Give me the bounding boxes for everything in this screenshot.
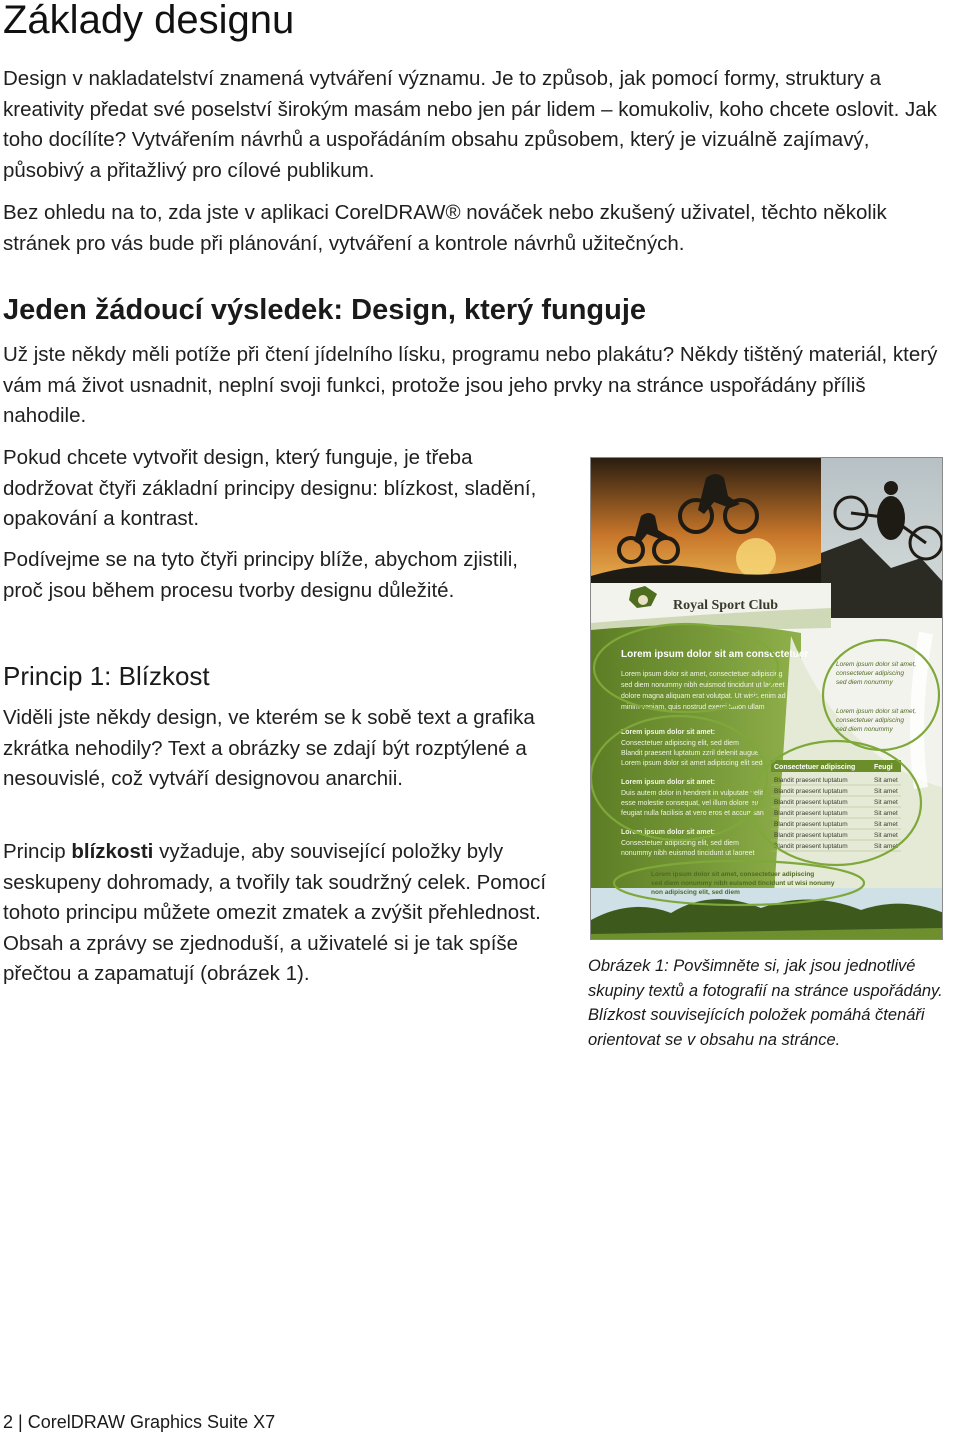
- sample-subhead-1: Lorem ipsum dolor sit amet:: [621, 729, 716, 736]
- section1-paragraph-3: Podívejme se na tyto čtyři principy blíže, abychom zjistili, proč jsou během procesu tvorby designu důležité.: [3, 548, 518, 602]
- svg-text:nonummy nibh euismod tincidunt: nonummy nibh euismod tincidunt ut laoreet: [621, 850, 755, 857]
- table-cell-left: Blandit praesent luptatum: [774, 821, 848, 828]
- svg-text:consectetuer adipiscing: consectetuer adipiscing: [836, 717, 904, 724]
- table-cell-left: Blandit praesent luptatum: [774, 799, 848, 806]
- svg-text:feugiat nulla facilisis at ver: feugiat nulla facilisis at vero eros et accumsan: [621, 810, 764, 817]
- table-cell-right: Sit amet: [874, 777, 898, 784]
- table-cell-left: Blandit praesent luptatum: [774, 777, 848, 784]
- svg-text:dolore magna aliquam erat volu: dolore magna aliquam erat volutpat. Ut wisis enim ad: [621, 693, 786, 700]
- svg-text:Blandit praesent luptatum zzri: Blandit praesent luptatum zzril delenit augue: [621, 750, 759, 757]
- sample-subhead-3: Lorem ipsum dolor sit amet:: [621, 829, 716, 836]
- table-cell-right: Sit amet: [874, 832, 898, 839]
- svg-text:Lorem ipsum dolor sit amet,: Lorem ipsum dolor sit amet,: [836, 661, 917, 668]
- svg-text:Consectetuer adipiscing elit,: Consectetuer adipiscing elit, sed diem: [621, 840, 739, 847]
- svg-text:Lorem ipsum dolor sit amet adi: Lorem ipsum dolor sit amet adipiscing elit sed: [621, 760, 763, 767]
- table-cell-right: Sit amet: [874, 810, 898, 817]
- svg-text:consectetuer adipiscing: consectetuer adipiscing: [836, 670, 904, 677]
- svg-text:sed diem nonummy: sed diem nonummy: [836, 726, 893, 733]
- sample-subhead-2: Lorem ipsum dolor sit amet:: [621, 779, 716, 786]
- intro-paragraph-1: Design v nakladatelství znamená vytváření významu. Je to způsob, jak pomocí formy, struktury a kreativity předat své poselství širokým masám nebo jen pár lidem – komukoliv, koho chcete oslovit. Jak toho docílíte? Vytvářením návrhů a uspořádáním obsahu způsobem, který je vizuálně zajímavý, působivý a přitažlivý pro cílové publikum.: [3, 67, 937, 182]
- figure-sample-layout: [590, 457, 943, 940]
- club-banner-text: Royal Sport Club: [673, 598, 779, 613]
- section1-paragraph-1: Už jste někdy měli potíže při čtení jídelního lísku, programu nebo plakátu? Někdy tištěný materiál, který vám má život usnadnit, neplní svoji funkci, protože jsou jeho prvky na stránce uspořádány příliš nahodile.: [3, 343, 938, 427]
- table-header-left: Consectetuer adipiscing: [774, 764, 856, 771]
- text-run: Princip: [3, 840, 72, 863]
- section-heading-design: Jeden žádoucí výsledek: Design, který funguje: [3, 294, 647, 326]
- svg-text:Lorem ipsum dolor sit amet, co: Lorem ipsum dolor sit amet, consectetuer adipiscing: [651, 871, 815, 878]
- svg-text:minim veniam, quis nostrud exe: minim veniam, quis nostrud exerci tation ullam: [621, 704, 765, 711]
- table-cell-right: Sit amet: [874, 788, 898, 795]
- intro-paragraph-2: Bez ohledu na to, zda jste v aplikaci CorelDRAW® nováček nebo zkušený uživatel, těchto několik stránek pro vás bude při plánování, vytváření a kontrole návrhů užitečných.: [3, 201, 887, 255]
- section1-paragraph-2: Pokud chcete vytvořit design, který funguje, je třeba dodržovat čtyři základní principy designu: blízkost, sladění, opakování a kontrast.: [3, 446, 537, 530]
- svg-text:Lorem ipsum dolor sit amet, co: Lorem ipsum dolor sit amet, consectetuer adipiscing: [621, 671, 783, 678]
- section-heading-proximity: Princip 1: Blízkost: [3, 661, 210, 691]
- sample-layout-illustration: [591, 458, 943, 940]
- table-header-right: Feugi: [874, 764, 893, 771]
- table-cell-left: Blandit praesent luptatum: [774, 832, 848, 839]
- figure-caption: Obrázek 1: Povšimněte si, jak jsou jednotlivé skupiny textů a fotografií na stránce uspořádány. Blízkost souvisejících položek pomáhá čtenáři orientovat se v obsahu na stránce.: [588, 957, 943, 1049]
- svg-text:Duis autem dolor in hendrerit: Duis autem dolor in hendrerit in vulputate velit: [621, 790, 764, 797]
- table-cell-right: Sit amet: [874, 799, 898, 806]
- text-run: vyžaduje, aby související položky byly seskupeny dohromady, a tvořily tak soudržný celek. Pomocí tohoto principu můžete omezit zmatek a zvýšit přehlednost. Obsah a zprávy se zjednoduší, a uživatelé si je tak spíše přečtou a zapamatují (obrázek 1).: [3, 840, 547, 985]
- table-cell-left: Blandit praesent luptatum: [774, 843, 848, 850]
- table-cell-left: Blandit praesent luptatum: [774, 810, 848, 817]
- svg-text:Lorem ipsum dolor sit amet,: Lorem ipsum dolor sit amet,: [836, 708, 917, 715]
- table-cell-left: Blandit praesent luptatum: [774, 788, 848, 795]
- sample-headline: Lorem ipsum dolor sit am consectetuer: [621, 649, 809, 660]
- svg-text:sed diem nonummy nibh euismod: sed diem nonummy nibh euismod tincidunt ut wisi nonumy: [651, 880, 835, 887]
- svg-text:sed diem nonummy: sed diem nonummy: [836, 679, 893, 686]
- page-footer: 2 | CorelDRAW Graphics Suite X7: [3, 1412, 276, 1432]
- svg-text:sed diem nonummy nibh euismod: sed diem nonummy nibh euismod tincidunt ut lacreet: [621, 682, 785, 689]
- table-cell-right: Sit amet: [874, 843, 898, 850]
- svg-text:Consectetuer adipiscing elit,: Consectetuer adipiscing elit, sed diem: [621, 740, 739, 747]
- table-cell-right: Sit amet: [874, 821, 898, 828]
- section2-paragraph-2: [3, 837, 563, 990]
- page-title: Základy designu: [3, 0, 295, 42]
- svg-text:esse molestie consequat, vel i: esse molestie consequat, vel illum dolore eu: [621, 800, 759, 807]
- svg-text:non adipiscing elit, sed diem: non adipiscing elit, sed diem: [651, 889, 740, 896]
- section2-paragraph-1: Viděli jste někdy design, ve kterém se k sobě text a grafika zkrátka nehodily? Text a obrázky se zdají být rozptýlené a nesouvislé, což vytváří designovou anarchii.: [3, 706, 535, 790]
- bold-term-proximity: blízkosti: [71, 840, 154, 863]
